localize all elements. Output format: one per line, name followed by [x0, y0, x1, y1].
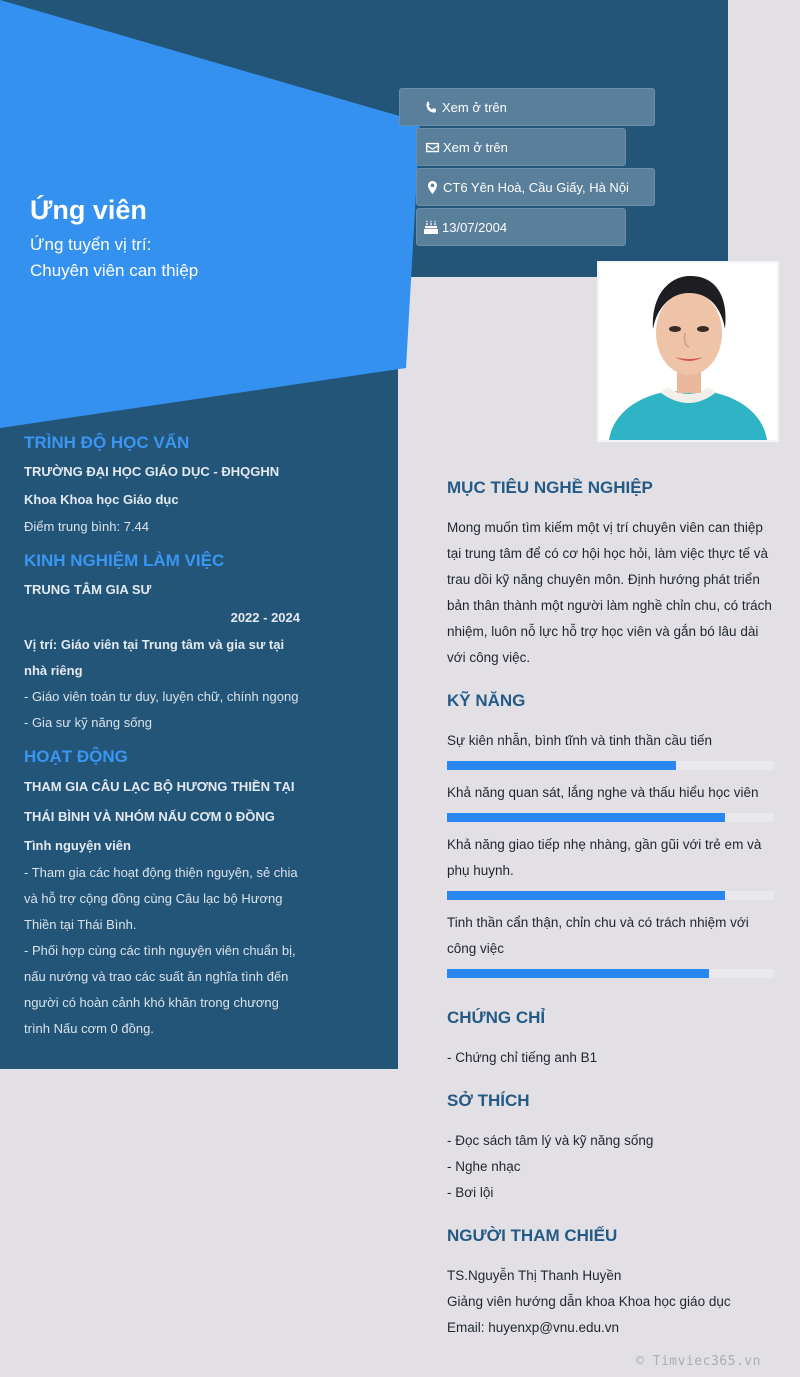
objective-text: Mong muốn tìm kiếm một vị trí chuyên viên can thiệp tại trung tâm để có cơ hội học hỏi, làm việc thực tế và trau dồi kỹ năng chuyên môn. Định hướng phát triển bản thân thành một người làm nghề chỉn chu, có trách nhiệm, luôn nỗ lực hỗ trợ học viên và gắn bó lâu dài với công việc. [447, 520, 772, 665]
contact-birthday [416, 208, 626, 246]
activities-item: - Tham gia các hoạt động thiện nguyện, sẻ chia và hỗ trợ cộng đồng cùng Câu lạc bộ Hương Thiền tại Thái Bình. [24, 865, 298, 932]
reference-name: TS.Nguyễn Thị Thanh Huyền [447, 1268, 622, 1283]
position-block [30, 232, 198, 284]
reference-email: Email: huyenxp@vnu.edu.vn [447, 1320, 620, 1335]
contact-address-text: CT6 Yên Hoà, Cầu Giấy, Hà Nội [443, 179, 629, 195]
contact-address [416, 168, 655, 206]
hobby-item: - Nghe nhạc [447, 1159, 521, 1174]
activities-item: - Phối hợp cùng các tình nguyện viên chuẩn bị, nấu nướng và trao các suất ăn nghĩa tình đến người có hoàn cảnh khó khăn trong chương trình Nấu cơm 0 đồng. [24, 943, 296, 1036]
experience-heading: KINH NGHIỆM LÀM VIỆC [24, 551, 225, 570]
objective-heading: MỤC TIÊU NGHỀ NGHIỆP [447, 478, 653, 497]
certificates-heading: CHỨNG CHỈ [447, 1008, 546, 1027]
skill-name: Tinh thần cẩn thận, chỉn chu và có trách nhiệm với công việc [447, 915, 749, 956]
contact-birthday-text: 13/07/2004 [442, 219, 508, 235]
contact-email-text: Xem ở trên [443, 139, 508, 155]
position-value: Chuyên viên can thiệp [30, 261, 199, 280]
position-label: Ứng tuyển vị trí: [30, 235, 152, 254]
education-heading: TRÌNH ĐỘ HỌC VẤN [24, 433, 190, 452]
certificate-item: - Chứng chỉ tiếng anh B1 [447, 1050, 598, 1065]
contact-phone-text: Xem ở trên [442, 99, 507, 115]
activities-role: Tình nguyện viên [24, 838, 131, 853]
references-heading: NGƯỜI THAM CHIẾU [447, 1226, 618, 1245]
map-marker-icon [425, 180, 440, 195]
birthday-cake-icon [422, 219, 440, 235]
skill-name: Sự kiên nhẫn, bình tĩnh và tinh thần cầu tiến [447, 733, 712, 748]
education-gpa: Điểm trung bình: 7.44 [24, 519, 150, 534]
experience-role: Vị trí: Giáo viên tại Trung tâm và gia sư tại nhà riêng [24, 637, 285, 678]
skills-heading: KỸ NĂNG [447, 691, 526, 710]
hobbies-heading: SỞ THÍCH [447, 1091, 530, 1110]
sidebar-content [24, 428, 300, 1042]
experience-duty: - Giáo viên toán tư duy, luyện chữ, chính ngọng [24, 689, 299, 704]
education-faculty: Khoa Khoa học Giáo dục [24, 492, 179, 507]
reference-position: Giảng viên hướng dẫn khoa Khoa học giáo dục [447, 1294, 731, 1309]
education-school: TRƯỜNG ĐẠI HỌC GIÁO DỤC - ĐHQGHN [24, 464, 280, 479]
experience-period: 2022 - 2024 [230, 610, 300, 625]
skill-bar-fill [447, 813, 725, 822]
activities-org: THAM GIA CÂU LẠC BỘ HƯƠNG THIỀN TẠI THÁI BÌNH VÀ NHÓM NẤU CƠM 0 ĐỒNG [24, 779, 295, 824]
activities-heading: HOẠT ĐỘNG [24, 747, 128, 766]
contact-phone [399, 88, 655, 126]
experience-duty: - Gia sư kỹ năng sống [24, 715, 152, 730]
phone-icon [424, 100, 439, 115]
skill-bar [447, 969, 774, 978]
hobby-item: - Bơi lội [447, 1185, 494, 1200]
contact-email [416, 128, 626, 166]
candidate-name: Ứng viên [30, 195, 147, 225]
skill-name: Khả năng quan sát, lắng nghe và thấu hiểu học viên [447, 785, 759, 800]
skill-bar [447, 891, 774, 900]
skill-bar [447, 813, 774, 822]
skill-bar-fill [447, 761, 676, 770]
skill-bar-fill [447, 891, 725, 900]
skill-bar [447, 761, 774, 770]
skill-bar-fill [447, 969, 709, 978]
skill-name: Khả năng giao tiếp nhẹ nhàng, gần gũi với trẻ em và phụ huynh. [447, 837, 762, 878]
hobby-item: - Đọc sách tâm lý và kỹ năng sống [447, 1133, 654, 1148]
experience-company: TRUNG TÂM GIA SƯ [24, 582, 152, 597]
candidate-photo [597, 261, 779, 442]
watermark: © Timviec365.vn [636, 1354, 761, 1369]
envelope-icon [425, 140, 440, 155]
